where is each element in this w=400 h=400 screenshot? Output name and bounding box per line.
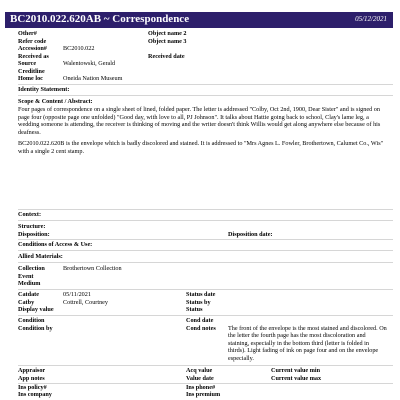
collection-label: Collection xyxy=(18,265,45,272)
status-by-label: Status by xyxy=(186,298,211,306)
received-date-label: Received date xyxy=(148,52,185,60)
current-value-max-label: Current value max xyxy=(271,374,322,382)
conditions-access-label: Conditions of Access & Use: xyxy=(18,241,93,248)
identity-statement-label: Identity Statement: xyxy=(18,86,70,93)
cond-notes-value: The front of the envelope is the most stained and discolored. On the letter the fourth page has the most discoloration and staining, especially in the bottom third (letter is folded in thirds). Light fading of ink on page four and on the envelope especially. xyxy=(228,324,387,362)
scope-paragraph-2: BC2010.022.620B is the envelope which is badly discolored and stained. It is addressed to "Mrs Agnes L. Fowler, Brothertown, Calumet Co., Wis" with a single 2 cent stamp. xyxy=(18,140,384,155)
value-date-label: Value date xyxy=(186,374,214,382)
other-number-label: Other# xyxy=(18,30,37,37)
condition-label: Condition xyxy=(18,317,45,324)
ins-policy-label: Ins policy# xyxy=(18,384,47,391)
received-as-label: Received as xyxy=(18,52,49,60)
home-location-label: Home loc xyxy=(18,75,43,82)
scope-content-label: Scope & Content / Abstract: xyxy=(18,98,93,105)
condition-by-label: Condition by xyxy=(18,324,53,332)
divider xyxy=(18,250,393,251)
scope-paragraph-1: Four pages of correspondence on a single sheet of lined, folded paper. The letter is addressed "Colby, Oct 2nd, 1900, Dear Sister" and is signed on page four (opposite page one unfolded) "Good day, with love to all, PJ Johnson". It talks about Hattie going back to school, Clay's lame leg, a wedding someone is attending, the receiver is thinking of moving and the writer doesn't think Willis would get along anywhere else because of his deafness. xyxy=(18,106,381,136)
refer-code-label: Refer code xyxy=(18,37,47,45)
divider xyxy=(18,239,393,240)
catby-label: Catby xyxy=(18,298,35,306)
catdate-value: 05/11/2021 xyxy=(63,291,91,298)
status-label: Status xyxy=(186,306,203,313)
acq-value-label: Acq value xyxy=(186,367,213,374)
object-name-2-label: Object name 2 xyxy=(148,30,187,37)
catby-value: Cottrell, Courtney xyxy=(63,298,109,306)
ins-company-label: Ins company xyxy=(18,391,52,398)
record-title: BC2010.022.620AB ~ Correspondence xyxy=(10,13,190,25)
print-date: 05/12/2021 xyxy=(355,15,387,23)
structure-label: Structure: xyxy=(18,223,46,230)
home-location-value: Oneida Nation Museum xyxy=(63,75,123,82)
status-date-label: Status date xyxy=(186,291,216,298)
object-name-3-label: Object name 3 xyxy=(148,37,187,45)
divider xyxy=(18,365,393,366)
event-label: Event xyxy=(18,272,34,280)
record-header xyxy=(5,12,393,28)
divider xyxy=(18,289,393,290)
disposition-date-label: Disposition date: xyxy=(228,230,273,238)
cond-notes-label: Cond notes xyxy=(186,324,216,332)
ins-phone-label: Ins phone# xyxy=(186,384,216,391)
divider xyxy=(18,209,393,210)
collection-value: Brothertown Collection xyxy=(63,265,122,272)
display-value-label: Display value xyxy=(18,306,54,313)
disposition-label: Disposition: xyxy=(18,230,50,238)
divider xyxy=(18,315,393,316)
source-value: Walentowski, Gerald xyxy=(63,60,116,67)
medium-label: Medium xyxy=(18,280,41,287)
accession-value: BC2010.022 xyxy=(63,45,95,52)
ins-premium-label: Ins premium xyxy=(186,391,221,398)
accession-label: Accession# xyxy=(18,45,47,52)
divider xyxy=(18,84,393,85)
current-value-min-label: Current value min xyxy=(271,367,321,374)
allied-materials-label: Allied Materials: xyxy=(18,253,63,260)
source-label: Source xyxy=(18,60,37,67)
divider xyxy=(18,262,393,263)
app-notes-label: App notes xyxy=(18,374,45,382)
appraisor-label: Appraisor xyxy=(18,367,46,374)
divider xyxy=(18,95,393,96)
context-label: Context: xyxy=(18,211,42,218)
divider xyxy=(18,220,393,221)
cond-date-label: Cond date xyxy=(186,317,214,324)
catdate-label: Catdate xyxy=(18,291,39,298)
creditline-label: Creditline xyxy=(18,67,45,75)
